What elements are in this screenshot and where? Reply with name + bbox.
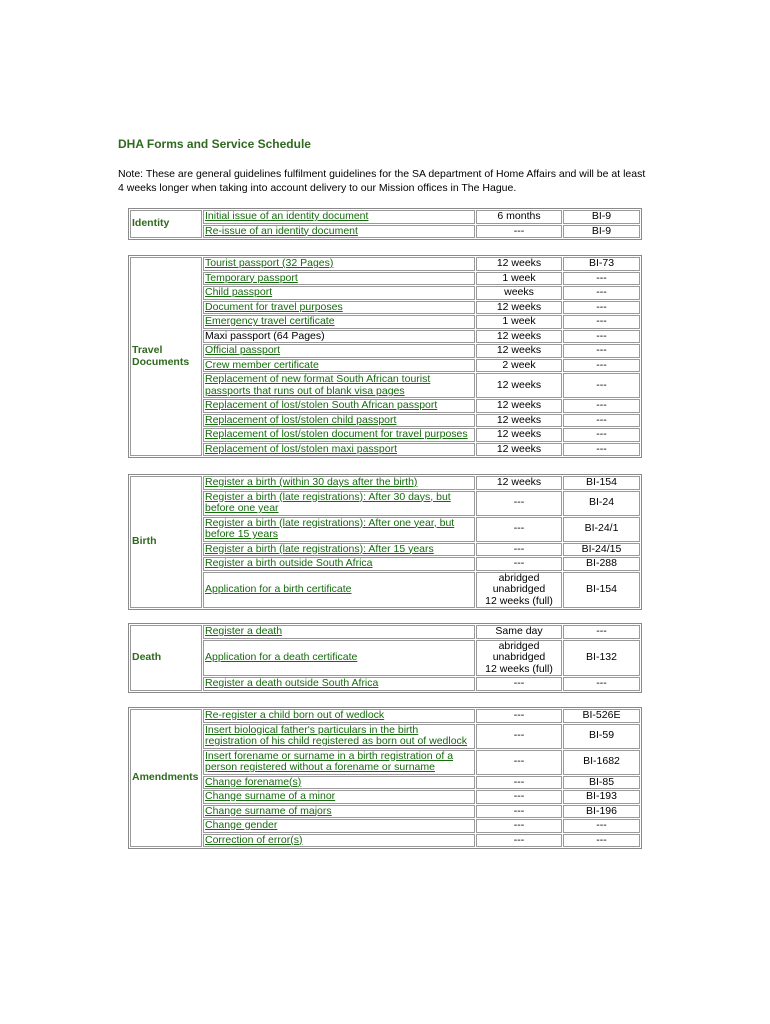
service-link[interactable]: Replacement of new format South African tourist passports that runs out of blank visa pages	[205, 373, 431, 397]
table-row	[130, 257, 640, 271]
service-cell	[203, 625, 475, 639]
table-row	[130, 834, 640, 848]
processing-time-cell: 12 weeks	[476, 330, 562, 344]
service-cell	[203, 414, 475, 428]
table-row	[130, 315, 640, 329]
table-row	[130, 286, 640, 300]
table-row	[130, 724, 640, 749]
form-number-cell: ---	[563, 819, 640, 833]
processing-time-cell: 12 weeks	[476, 443, 562, 457]
form-number-cell: ---	[563, 414, 640, 428]
service-link[interactable]: Register a birth (late registrations): After 15 years	[205, 542, 434, 555]
service-link[interactable]: Document for travel purposes	[205, 300, 343, 313]
form-number-cell: BI-85	[563, 776, 640, 790]
form-number-cell: ---	[563, 677, 640, 691]
processing-time-cell: 12 weeks	[476, 373, 562, 398]
form-number-cell: BI-1682	[563, 750, 640, 775]
category-label: Death	[130, 625, 202, 691]
category-label: Identity	[130, 210, 202, 238]
service-cell	[203, 225, 475, 239]
processing-time-cell: ---	[476, 557, 562, 571]
table-row	[130, 399, 640, 413]
table-row	[130, 790, 640, 804]
service-cell	[203, 257, 475, 271]
processing-time-cell: 12 weeks	[476, 257, 562, 271]
processing-time-cell: ---	[476, 819, 562, 833]
table-row	[130, 543, 640, 557]
service-text: Maxi passport (64 Pages)	[205, 329, 325, 342]
processing-time-cell: abridged unabridged 12 weeks (full)	[476, 640, 562, 677]
service-link[interactable]: Replacement of lost/stolen document for travel purposes	[205, 428, 468, 440]
processing-time-cell: 12 weeks	[476, 399, 562, 413]
service-cell	[203, 572, 475, 609]
table-row	[130, 805, 640, 819]
identity-section-table	[128, 208, 642, 240]
service-link[interactable]: Register a birth (late registrations): After 30 days, but before one year	[205, 490, 451, 514]
form-number-cell: BI-132	[563, 640, 640, 677]
service-cell	[203, 330, 475, 344]
service-link[interactable]: Register a birth (within 30 days after the birth)	[205, 476, 418, 488]
service-link[interactable]: Correction of error(s)	[205, 833, 303, 846]
form-number-cell: BI-154	[563, 572, 640, 609]
form-number-cell: ---	[563, 272, 640, 286]
service-link[interactable]: Official passport	[205, 344, 281, 356]
form-number-cell: BI-73	[563, 257, 640, 271]
service-link[interactable]: Temporary passport	[205, 271, 298, 284]
category-label: Amendments	[130, 709, 202, 847]
form-number-cell: BI-193	[563, 790, 640, 804]
processing-time-cell: 6 months	[476, 210, 562, 224]
form-number-cell: ---	[563, 315, 640, 329]
category-label: Travel Documents	[130, 257, 202, 456]
form-number-cell: BI-154	[563, 476, 640, 490]
form-number-cell: ---	[563, 834, 640, 848]
page-title: DHA Forms and Service Schedule	[118, 137, 311, 151]
form-number-cell: BI-196	[563, 805, 640, 819]
service-link[interactable]: Register a death	[205, 625, 283, 637]
processing-time-cell: ---	[476, 776, 562, 790]
processing-time-cell: ---	[476, 724, 562, 749]
processing-time-cell: 1 week	[476, 272, 562, 286]
table-row	[130, 301, 640, 315]
processing-time-cell: weeks	[476, 286, 562, 300]
service-cell	[203, 709, 475, 723]
table-row	[130, 272, 640, 286]
table-row	[130, 476, 640, 490]
service-cell	[203, 315, 475, 329]
processing-time-cell: Same day	[476, 625, 562, 639]
form-number-cell: ---	[563, 428, 640, 442]
form-number-cell: BI-288	[563, 557, 640, 571]
processing-time-cell: 1 week	[476, 315, 562, 329]
service-link[interactable]: Initial issue of an identity document	[205, 210, 369, 222]
processing-time-cell: 2 week	[476, 359, 562, 373]
service-link[interactable]: Change surname of a minor	[205, 790, 336, 802]
service-cell	[203, 790, 475, 804]
service-link[interactable]: Change surname of majors	[205, 804, 332, 817]
death-section-table	[128, 623, 642, 693]
service-cell	[203, 301, 475, 315]
service-cell	[203, 286, 475, 300]
travel-documents-section-table	[128, 255, 642, 458]
service-link[interactable]: Application for a birth certificate	[205, 583, 352, 595]
processing-time-cell: 12 weeks	[476, 344, 562, 358]
note-paragraph: Note: These are general guidelines fulfilment guidelines for the SA department of Home Affairs and will be at least 4 weeks longer when taking into account delivery to our Mission offices in The Hague.	[118, 168, 646, 194]
service-cell	[203, 491, 475, 516]
form-number-cell: BI-526E	[563, 709, 640, 723]
category-label: Birth	[130, 476, 202, 608]
processing-time-cell: ---	[476, 834, 562, 848]
service-link[interactable]: Replacement of lost/stolen child passport	[205, 413, 397, 426]
processing-time-cell: ---	[476, 225, 562, 239]
service-cell	[203, 359, 475, 373]
form-number-cell: BI-9	[563, 225, 640, 239]
table-row	[130, 625, 640, 639]
service-link[interactable]: Application for a death certificate	[205, 651, 358, 663]
service-cell	[203, 677, 475, 691]
service-cell	[203, 819, 475, 833]
form-number-cell: ---	[563, 373, 640, 398]
form-number-cell: ---	[563, 286, 640, 300]
service-link[interactable]: Register a birth (late registrations): After one year, but before 15 years	[205, 516, 455, 540]
service-cell	[203, 776, 475, 790]
form-number-cell: BI-59	[563, 724, 640, 749]
table-row	[130, 640, 640, 677]
table-row	[130, 709, 640, 723]
service-link[interactable]: Tourist passport (32 Pages)	[205, 257, 334, 269]
form-number-cell: BI-24/1	[563, 517, 640, 542]
table-row	[130, 677, 640, 691]
processing-time-cell: 12 weeks	[476, 476, 562, 490]
service-cell	[203, 272, 475, 286]
table-row	[130, 776, 640, 790]
processing-time-cell: ---	[476, 543, 562, 557]
form-number-cell: ---	[563, 344, 640, 358]
form-number-cell: ---	[563, 443, 640, 457]
service-cell	[203, 834, 475, 848]
table-row	[130, 572, 640, 609]
table-row	[130, 330, 640, 344]
service-cell	[203, 724, 475, 749]
service-link[interactable]: Insert biological father's particulars in the birth registration of his child registered as born out of wedlock	[205, 723, 468, 747]
birth-section-table	[128, 474, 642, 610]
processing-time-cell: ---	[476, 805, 562, 819]
service-cell	[203, 399, 475, 413]
service-link[interactable]: Child passport	[205, 286, 273, 298]
service-link[interactable]: Insert forename or surname in a birth registration of a person registered without a forename or surname	[205, 749, 454, 773]
form-number-cell: BI-24	[563, 491, 640, 516]
service-cell	[203, 476, 475, 490]
table-row	[130, 491, 640, 516]
processing-time-cell: abridged unabridged 12 weeks (full)	[476, 572, 562, 609]
table-row	[130, 373, 640, 398]
processing-time-cell: 12 weeks	[476, 414, 562, 428]
table-row	[130, 443, 640, 457]
form-number-cell: BI-24/15	[563, 543, 640, 557]
service-link[interactable]: Register a death outside South Africa	[205, 677, 379, 689]
table-row	[130, 344, 640, 358]
processing-time-cell: 12 weeks	[476, 428, 562, 442]
service-cell	[203, 640, 475, 677]
table-row	[130, 225, 640, 239]
table-row	[130, 210, 640, 224]
service-link[interactable]: Emergency travel certificate	[205, 315, 335, 327]
service-cell	[203, 428, 475, 442]
table-row	[130, 819, 640, 833]
processing-time-cell: ---	[476, 709, 562, 723]
service-link[interactable]: Re-register a child born out of wedlock	[205, 709, 385, 721]
form-number-cell: ---	[563, 399, 640, 413]
service-cell	[203, 750, 475, 775]
service-link[interactable]: Change forename(s)	[205, 775, 302, 788]
processing-time-cell: ---	[476, 517, 562, 542]
service-cell	[203, 443, 475, 457]
service-link[interactable]: Crew member certificate	[205, 358, 319, 371]
form-number-cell: ---	[563, 359, 640, 373]
table-row	[130, 557, 640, 571]
amendments-section-table	[128, 707, 642, 849]
processing-time-cell: 12 weeks	[476, 301, 562, 315]
service-link[interactable]: Replacement of lost/stolen South African passport	[205, 399, 438, 411]
form-number-cell: ---	[563, 330, 640, 344]
table-row	[130, 517, 640, 542]
processing-time-cell: ---	[476, 491, 562, 516]
service-cell	[203, 517, 475, 542]
processing-time-cell: ---	[476, 790, 562, 804]
service-cell	[203, 344, 475, 358]
form-number-cell: ---	[563, 301, 640, 315]
table-row	[130, 414, 640, 428]
service-cell	[203, 805, 475, 819]
service-cell	[203, 543, 475, 557]
processing-time-cell: ---	[476, 750, 562, 775]
service-cell	[203, 210, 475, 224]
service-link[interactable]: Change gender	[205, 819, 278, 831]
processing-time-cell: ---	[476, 677, 562, 691]
service-cell	[203, 557, 475, 571]
form-number-cell: ---	[563, 625, 640, 639]
table-row	[130, 359, 640, 373]
service-link[interactable]: Register a birth outside South Africa	[205, 557, 373, 569]
form-number-cell: BI-9	[563, 210, 640, 224]
service-link[interactable]: Re-issue of an identity document	[205, 224, 358, 237]
table-row	[130, 750, 640, 775]
service-cell	[203, 373, 475, 398]
table-row	[130, 428, 640, 442]
service-link[interactable]: Replacement of lost/stolen maxi passport	[205, 442, 398, 455]
